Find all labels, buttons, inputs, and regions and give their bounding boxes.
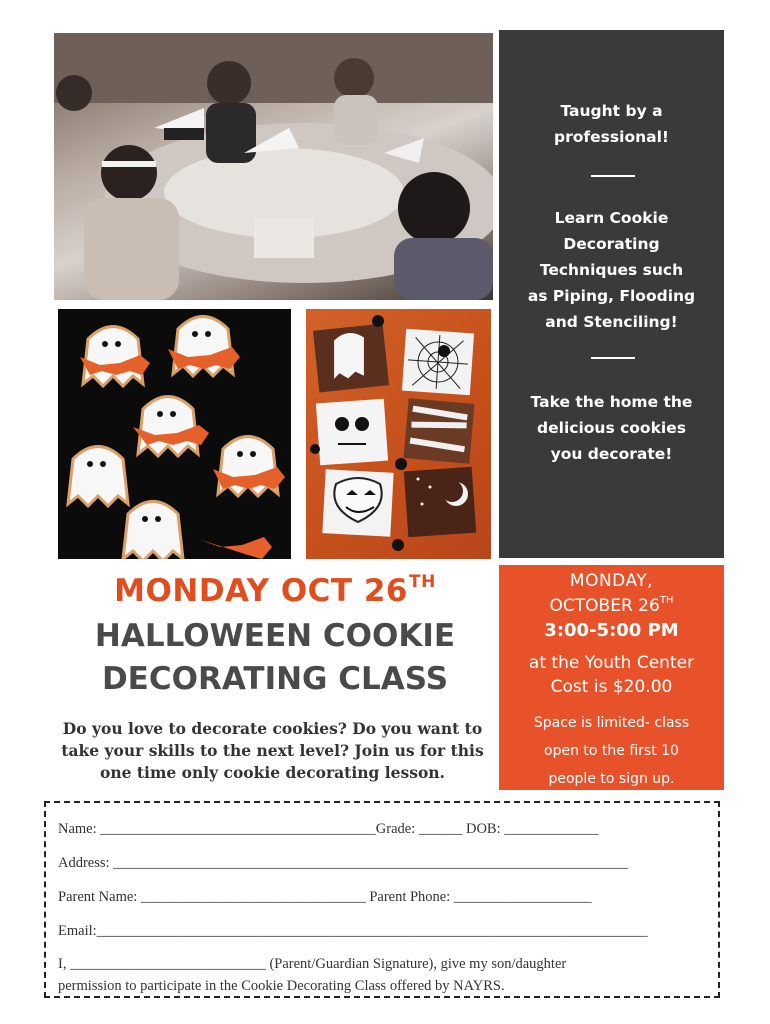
- ghost-cookies-photo: [58, 309, 291, 559]
- learn-techniques: Learn Cookie Decorating Techniques such as Piping, Flooding and Stenciling!: [527, 209, 696, 331]
- event-details-box: [499, 565, 724, 790]
- event-time: 3:00-5:00 PM: [544, 620, 679, 641]
- parent-name-phone-field[interactable]: Parent Name: _______________________________ Parent Phone: ___________________: [58, 889, 592, 905]
- event-cost: Cost is $20.00: [550, 677, 673, 697]
- features-sidebar: [499, 30, 724, 558]
- take-home-cookies: Take the home the delicious cookies you decorate!: [530, 393, 693, 463]
- class-photo-illustration: [54, 33, 493, 300]
- address-field[interactable]: Address: _______________________________________________________________________: [58, 855, 628, 871]
- event-title-line2: DECORATING CLASS: [101, 661, 449, 697]
- square-cookies-photo: [306, 309, 491, 559]
- event-date: OCTOBER 26TH: [549, 595, 674, 616]
- registration-form: [44, 801, 720, 998]
- square-cookies-illustration: [306, 309, 491, 559]
- guardian-signature-field[interactable]: I, ___________________________ (Parent/Guardian Signature), give my son/daughter: [58, 956, 567, 972]
- event-date-heading: MONDAY OCT 26TH: [114, 572, 436, 609]
- event-description: Do you love to decorate cookies? Do you want to take your skills to the next level? Join us for this one time only cookie decorating lesson.: [61, 719, 484, 782]
- class-photo: [54, 33, 493, 300]
- space-limited-note: Space is limited- class open to the first 10 people to sign up.: [533, 715, 690, 787]
- name-grade-dob-field[interactable]: Name: ______________________________________Grade: ______ DOB: _____________: [58, 821, 599, 837]
- divider: [591, 357, 635, 359]
- divider: [591, 175, 635, 177]
- taught-by-professional: Taught by a professional!: [554, 102, 669, 146]
- event-title-line1: HALLOWEEN COOKIE: [94, 618, 456, 654]
- permission-statement: permission to participate in the Cookie Decorating Class offered by NAYRS.: [58, 978, 505, 994]
- event-location: at the Youth Center: [528, 653, 695, 673]
- event-day: MONDAY,: [569, 571, 654, 591]
- ghost-cookies-illustration: [58, 309, 291, 559]
- email-field[interactable]: Email:____________________________________________________________________________: [58, 923, 648, 939]
